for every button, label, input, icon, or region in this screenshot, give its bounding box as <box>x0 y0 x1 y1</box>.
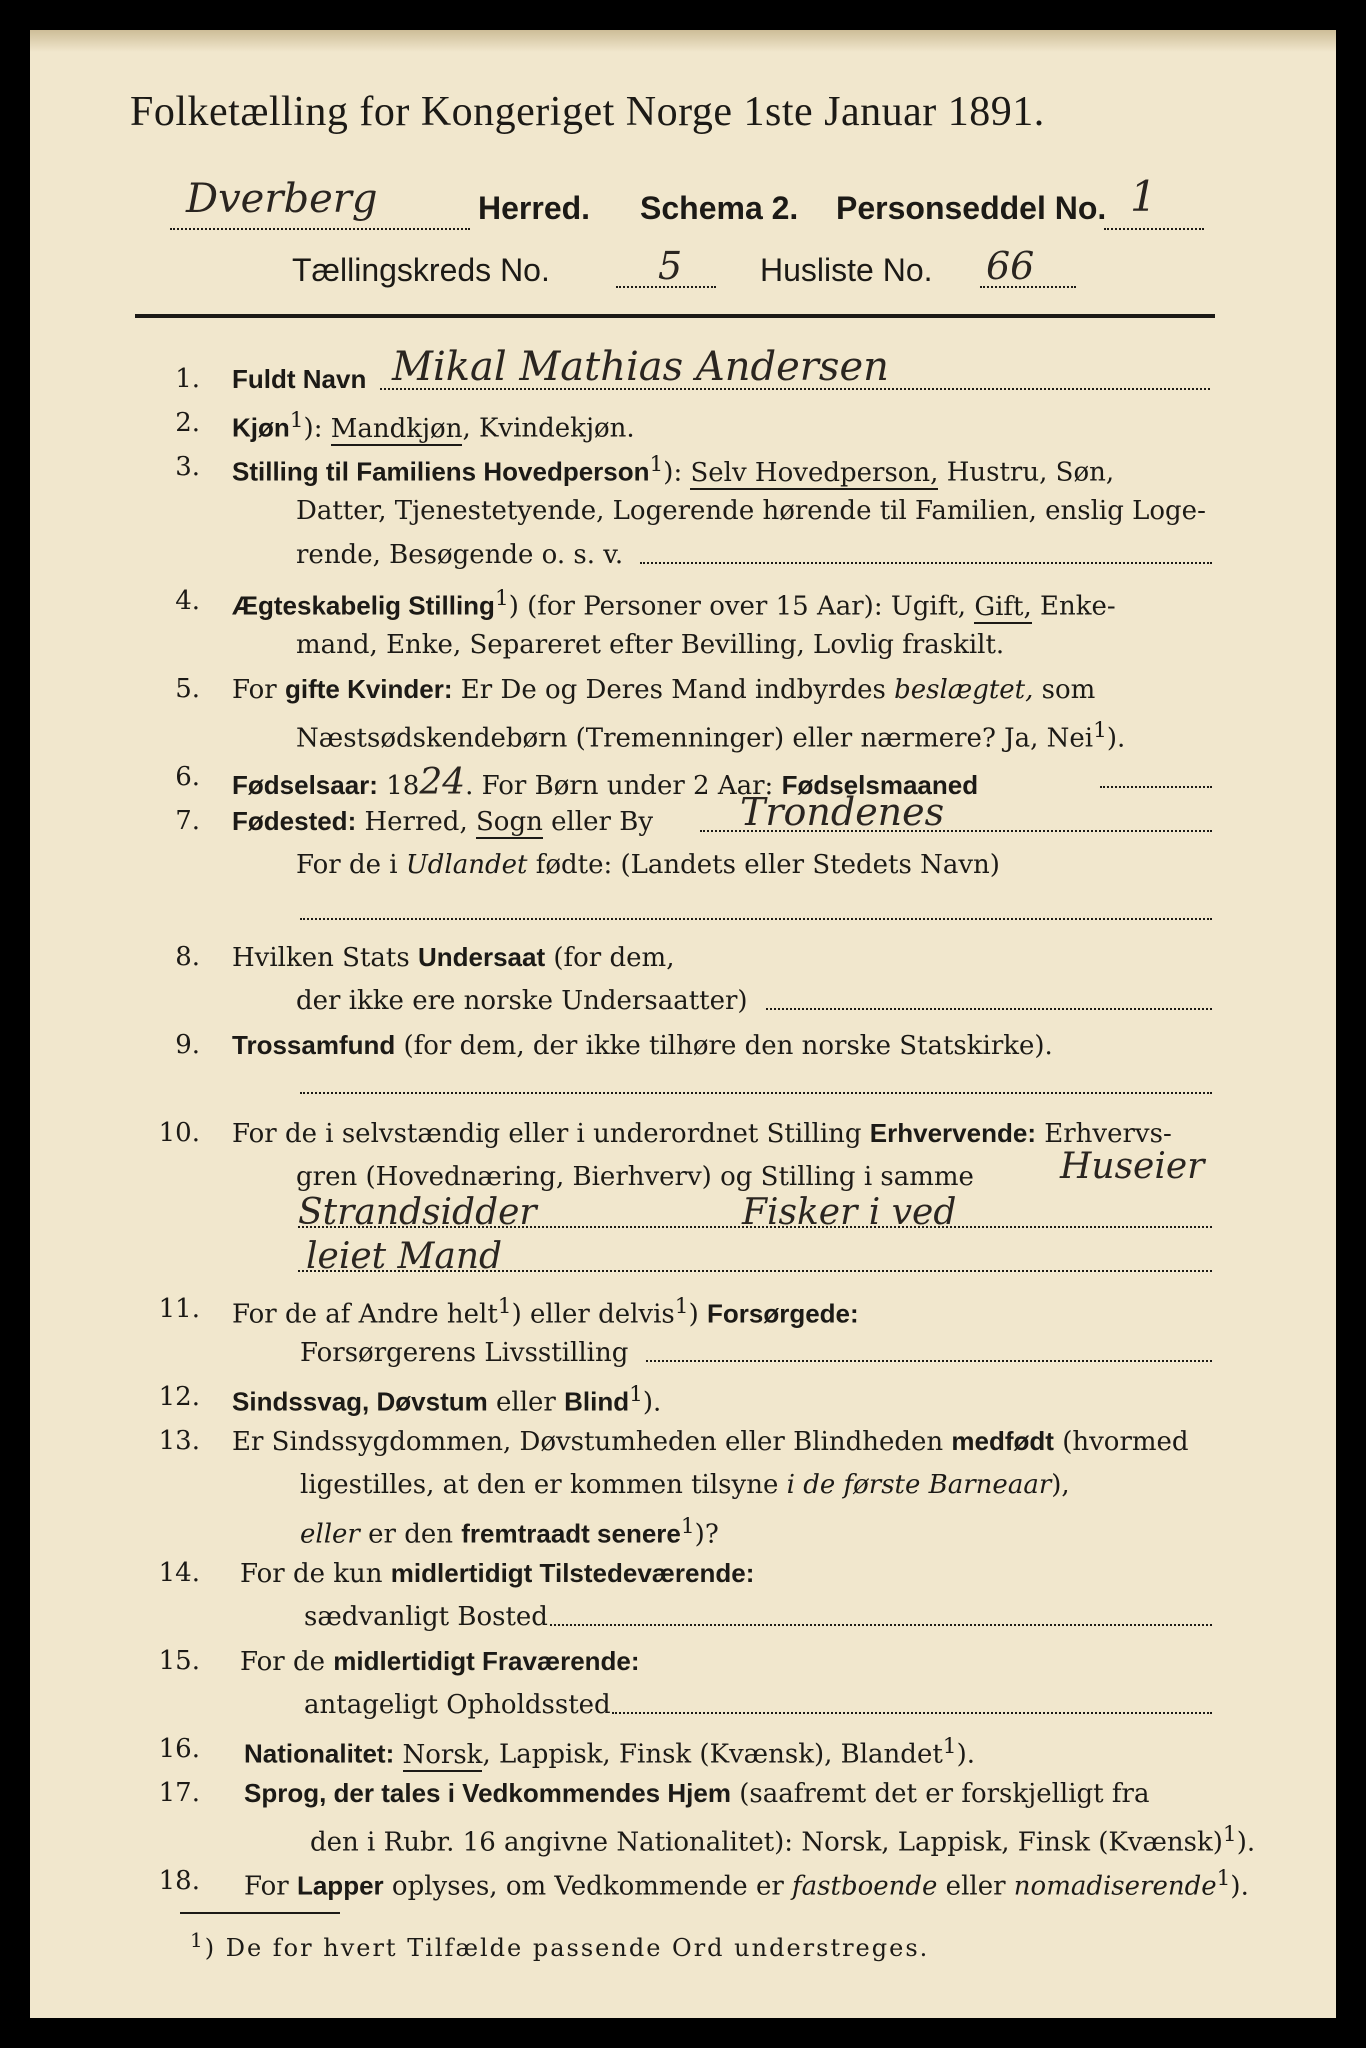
item-11-text-c: ) <box>688 1299 707 1330</box>
item-5-line-2 <box>296 718 1125 754</box>
item-14-label: midlertidigt Tilstedeværende: <box>390 1558 755 1588</box>
item-15-label: midlertidigt Fraværende: <box>333 1646 640 1676</box>
item-1-label: Fuldt Navn <box>232 364 367 394</box>
item-4-number: 4. <box>175 586 200 616</box>
item-13-footnote-ref: 1 <box>680 1514 695 1539</box>
item-15-number: 15. <box>158 1646 200 1676</box>
item-18-label: Lapper <box>296 1870 384 1901</box>
item-9-text-a: (for dem, der ikke tilhøre den norske Statskirke). <box>395 1031 1053 1061</box>
footnote <box>190 1928 929 1962</box>
footnote-rule <box>180 1912 340 1914</box>
item-17-text-a: (saafremt det er forskjelligt fra <box>730 1779 1150 1809</box>
item-13-line-2-a: ligestilles, at den er kommen tilsyne <box>300 1470 787 1500</box>
item-10-value-2: Strandsidder <box>298 1192 537 1233</box>
item-17-number: 17. <box>158 1778 200 1808</box>
item-13-label: medfødt <box>951 1426 1054 1456</box>
item-15-field-line <box>612 1712 1212 1714</box>
item-6-number: 6. <box>175 762 200 792</box>
item-11-label: Forsørgede: <box>706 1298 859 1329</box>
item-16-text-b: , Lappisk, Finsk (Kvænsk), Blandet <box>482 1739 943 1770</box>
item-18-footnote-ref: 1 <box>1216 1866 1231 1891</box>
item-9-field-line <box>300 1092 1212 1094</box>
item-13-line-1 <box>232 1426 1189 1457</box>
item-17-end: ). <box>1236 1827 1256 1858</box>
item-14-text-a: For de kun <box>240 1559 391 1589</box>
item-16-footnote-ref: 1 <box>942 1734 957 1759</box>
item-16-number: 16. <box>158 1734 200 1764</box>
item-3-number: 3. <box>175 452 200 482</box>
kreds-field-line <box>616 286 716 288</box>
item-17-footnote-ref: 1 <box>1222 1822 1237 1847</box>
item-12-line <box>232 1382 661 1418</box>
item-13-text-a: Er Sindssygdommen, Døvstumheden eller Blindheden <box>232 1427 952 1457</box>
item-10-field-line-1 <box>298 1226 1212 1228</box>
item-13-text-b: (hvormed <box>1053 1427 1189 1457</box>
item-13-number: 13. <box>158 1426 200 1456</box>
item-13-line-2 <box>300 1470 1070 1500</box>
item-7-selected: Sogn <box>475 807 543 837</box>
item-13-line-3-a: er den <box>359 1519 462 1550</box>
item-13-line-2-italic: i de første Barneaar <box>786 1470 1052 1500</box>
item-17-line-1 <box>244 1778 1149 1809</box>
item-11-line-2: Forsørgerens Livsstilling <box>300 1338 629 1368</box>
item-8-line-1 <box>232 942 674 973</box>
item-13-line-3-label: fremtraadt senere <box>461 1518 681 1549</box>
item-8-text-b: (for dem, <box>545 943 675 973</box>
item-5-number: 5. <box>175 674 200 704</box>
item-4-text-b: Enke- <box>1031 591 1116 622</box>
item-4-label: Ægteskabelig Stilling <box>232 590 495 621</box>
item-14-number: 14. <box>158 1558 200 1588</box>
personseddel-value: 1 <box>1130 172 1157 221</box>
item-5-line-2-text: Næstsødskendebørn (Tremenninger) eller nærmere? Ja, Nei <box>296 723 1094 754</box>
item-8-number: 8. <box>175 942 200 972</box>
kreds-value: 5 <box>658 244 683 288</box>
item-10-text-a: For de i selvstændig eller i underordnet Stilling <box>232 1119 870 1149</box>
item-11-number: 11. <box>158 1294 200 1324</box>
item-9-label: Trossamfund <box>232 1030 396 1060</box>
item-7-number: 7. <box>175 806 200 836</box>
item-11-text-b: ) eller delvis <box>511 1299 675 1330</box>
item-4-line-1 <box>232 586 1116 622</box>
schema-label: Schema 2. <box>640 190 799 226</box>
item-13-line-2-b: ), <box>1051 1470 1070 1500</box>
item-7-value: Trondenes <box>740 790 945 834</box>
item-11-footnote-ref-2: 1 <box>674 1294 689 1319</box>
item-10-label: Erhvervende: <box>869 1118 1036 1148</box>
item-12-footnote-ref: 1 <box>629 1382 643 1407</box>
item-5-line-1 <box>232 674 1095 705</box>
item-1-value: Mikal Mathias Andersen <box>392 344 889 390</box>
husliste-field-line <box>980 286 1076 288</box>
item-8-label: Undersaat <box>417 942 546 972</box>
header-rule <box>135 314 1215 318</box>
item-8-field-line <box>766 1008 1212 1010</box>
item-11-line-1 <box>232 1294 859 1330</box>
item-18-number: 18. <box>158 1866 200 1896</box>
item-16-end: ). <box>956 1739 975 1770</box>
item-3-line-2: Datter, Tjenestetyende, Logerende hørende til Familien, enslig Loge- <box>296 496 1206 526</box>
item-2-selected: Mandkjøn <box>330 413 463 444</box>
item-16-text-a <box>394 1740 402 1770</box>
item-1-number: 1. <box>175 364 200 394</box>
item-10-value-3: Fisker i ved <box>742 1192 957 1233</box>
item-3-text-a: ): <box>663 457 691 488</box>
item-17-label: Sprog, der tales i Vedkommendes Hjem <box>244 1778 731 1808</box>
item-7-line-2-a: For de i <box>296 850 406 880</box>
item-11-field-line <box>646 1360 1212 1362</box>
item-14-line-1 <box>240 1558 754 1589</box>
item-10-value-4: leiet Mand <box>306 1236 503 1277</box>
item-7-line-2 <box>296 850 1000 880</box>
item-18-italic-2: nomadiserende <box>1013 1871 1217 1902</box>
item-1-field-line <box>380 388 1210 390</box>
item-15-line-1 <box>240 1646 640 1677</box>
herred-value: Dverberg <box>186 176 378 222</box>
item-2-footnote-ref: 1 <box>289 408 304 433</box>
item-15-line-2: antageligt Opholdssted <box>304 1690 611 1720</box>
item-5-text-a: For <box>232 675 285 705</box>
item-6-label: Fødselsaar: <box>232 770 378 800</box>
kreds-label: Tællingskreds No. <box>292 252 550 288</box>
item-12-label: Sindssvag, Døvstum <box>232 1386 488 1417</box>
personseddel-field-line <box>1104 228 1204 230</box>
herred-label: Herred. <box>478 190 591 226</box>
item-16-label: Nationalitet: <box>244 1738 395 1769</box>
item-17-line-2-text: den i Rubr. 16 angivne Nationalitet): Norsk, Lappisk, Finsk (Kvænsk) <box>310 1827 1223 1858</box>
item-6-text-a: . For Børn under 2 Aar: <box>465 771 782 801</box>
item-5-label: gifte Kvinder: <box>284 674 453 704</box>
item-17-line-2 <box>310 1822 1255 1858</box>
item-7-field-line <box>700 830 1212 832</box>
item-6-field-line <box>1100 786 1212 788</box>
item-5-text-c: som <box>1033 675 1096 705</box>
item-10-line-1 <box>232 1118 1172 1149</box>
census-form <box>30 30 1336 2018</box>
item-3-field-line <box>640 562 1212 564</box>
item-18-text-a: For <box>244 1871 297 1902</box>
item-10-number: 10. <box>158 1118 200 1148</box>
item-12-label-2: Blind <box>564 1386 630 1417</box>
item-3-line-1 <box>232 452 1114 488</box>
item-7-label: Fødested: <box>232 806 357 836</box>
item-11-text-a: For de af Andre helt <box>232 1299 498 1330</box>
item-9-number: 9. <box>175 1030 200 1060</box>
item-13-line-3 <box>300 1514 719 1550</box>
item-7-line-2-b: fødte: (Landets eller Stedets Navn) <box>527 850 1000 880</box>
item-12-number: 12. <box>158 1382 200 1412</box>
item-7-foreign-field-line <box>300 918 1212 920</box>
item-12-text-a: eller <box>487 1387 565 1418</box>
item-9-line <box>232 1030 1053 1061</box>
item-6-value: 24 <box>419 762 466 803</box>
item-10-field-line-2 <box>298 1270 1212 1272</box>
item-4-text-a: ) (for Personer over 15 Aar): Ugift, <box>508 591 975 622</box>
item-16-selected: Norsk <box>402 1739 483 1770</box>
item-7-text-b: eller By <box>542 807 654 837</box>
item-5-footnote-ref: 1 <box>1093 718 1107 743</box>
item-3-selected: Selv Hovedperson, <box>690 457 939 488</box>
husliste-value: 66 <box>986 244 1035 288</box>
item-14-line-2: sædvanligt Bosted <box>304 1602 548 1632</box>
item-4-footnote-ref: 1 <box>494 586 509 611</box>
item-3-text-b: Hustru, Søn, <box>938 457 1115 488</box>
item-10-text-b: Erhvervs- <box>1035 1119 1172 1149</box>
item-18-text-c: eller <box>937 1871 1014 1902</box>
footnote-text: ) De for hvert Tilfælde passende Ord understreges. <box>204 1934 930 1962</box>
item-15-text-a: For de <box>240 1647 334 1677</box>
item-5-italic: beslægtet, <box>894 675 1034 705</box>
item-2-line <box>232 408 635 444</box>
item-16-line <box>244 1734 975 1770</box>
item-11-footnote-ref-1: 1 <box>497 1294 512 1319</box>
item-13-line-3-italic: eller <box>300 1519 360 1550</box>
item-18-line <box>244 1866 1249 1902</box>
herred-field-line <box>170 228 470 230</box>
item-14-field-line <box>550 1624 1212 1626</box>
item-2-label: Kjøn <box>232 412 290 443</box>
item-8-text-a: Hvilken Stats <box>232 943 418 973</box>
item-4-selected: Gift, <box>974 591 1032 622</box>
item-8-line-2: der ikke ere norske Undersaatter) <box>296 986 748 1016</box>
item-6-prefix: 18 <box>377 771 420 801</box>
personseddel-label: Personseddel No. <box>836 190 1107 226</box>
item-5-end: ). <box>1106 723 1126 754</box>
item-6-label-2: Fødselsmaaned <box>781 770 979 800</box>
item-18-italic-1: fastboende <box>792 1871 938 1902</box>
item-18-end: ). <box>1230 1871 1249 1902</box>
item-13-line-3-end: )? <box>694 1519 719 1550</box>
item-18-text-b: oplyses, om Vedkommende er <box>383 1871 793 1902</box>
item-7-line-2-italic: Udlandet <box>405 850 528 880</box>
item-10-line-2: gren (Hovednæring, Bierhverv) og Stilling i samme <box>296 1162 974 1192</box>
item-3-label: Stilling til Familiens Hovedperson <box>232 456 650 487</box>
item-10-value-1: Huseier <box>1060 1146 1205 1187</box>
item-3-line-3: rende, Besøgende o. s. v. <box>296 540 624 570</box>
item-7-text-a: Herred, <box>356 807 476 837</box>
item-7-line-1 <box>232 806 653 837</box>
item-12-end: ). <box>642 1387 662 1418</box>
item-2-text-a: ): <box>303 413 331 444</box>
item-5-text-b: Er De og Deres Mand indbyrdes <box>452 675 895 705</box>
item-4-line-2: mand, Enke, Separeret efter Bevilling, Lovlig fraskilt. <box>296 630 1005 660</box>
footnote-mark: 1 <box>190 1928 205 1952</box>
item-2-number: 2. <box>175 408 200 438</box>
husliste-label: Husliste No. <box>760 252 933 288</box>
item-3-footnote-ref: 1 <box>649 452 664 477</box>
form-title: Folketælling for Kongeriget Norge 1ste Januar 1891. <box>130 89 1045 135</box>
item-2-text-b: , Kvindekjøn. <box>462 413 635 444</box>
